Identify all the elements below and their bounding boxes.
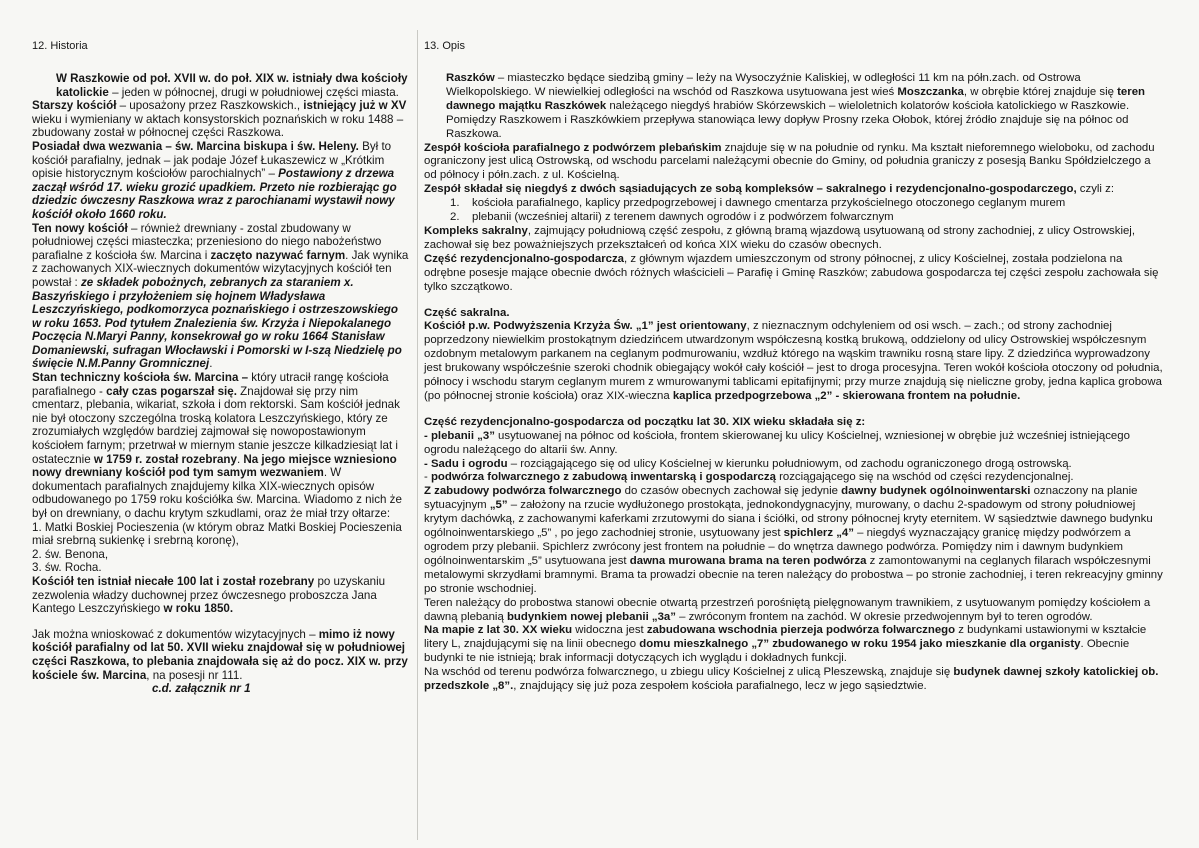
text-run: budynek dawnej szkoły katolickiej ob. przedszkole „8”. (424, 666, 1159, 693)
text-run: z zamontowanymi na ceglanych filarach współczesnymi metalowymi skrzydłami bramnymi. Brama ta prowadzi obecnie na teren należący do probostwa – po stronie zachodniej, i teren rekreacyjny gminny po stronie wschodniej. (424, 554, 1163, 595)
text-run: – uposażony przez Raszkowskich., (116, 99, 304, 113)
text-run: widoczna jest (572, 624, 647, 637)
text-run: podwórza folwarcznego z zabudową inwentarską i gospodarczą (430, 471, 776, 484)
text-run: usytuowanej na północ od kościoła, frontem skierowanej ku ulicy Kościelnej, wzniesionej w obrębie już wcześniej istniejącego ogrodu należącego do altarii św. Anny. (424, 429, 1130, 456)
text-run: kościoła parafialnego, kaplicy przedpogrzebowej i dawnego cmentarza przykościelnego otoczonego ceglanym murem (472, 197, 1066, 210)
text-run: rozciągającego się na wschód od części rezydencjonalnej. (775, 471, 1074, 484)
text-run: który utracił rangę kościoła parafialnego - (32, 371, 389, 398)
text-run: Posiadał dwa wezwania – św. Marcina biskupa i św. Heleny. (32, 139, 359, 153)
text-run: 1. Matki Boskiej Pocieszenia (w którym obraz Matki Boskiej Pocieszenia miał srebrną sukienkę i srebrną koronę), (32, 520, 402, 548)
text-run: 3. św. Rocha. (32, 561, 102, 575)
paragraph (424, 430, 1164, 458)
paragraph (32, 628, 410, 682)
text-run: mimo iż nowy kościół parafialny od lat 50. XVII wieku znajdował się w południowej części Raszkowa, to plebania znajdowała się aż do pocz. XIX w. przy kościele św. Marcina (32, 627, 408, 682)
text-run: Z zabudowy podwórza folwarcznego (424, 485, 622, 498)
text-run: w 1759 r. został rozebrany (93, 452, 237, 466)
paragraph-gap (424, 404, 1164, 416)
text-run: Raszków (446, 72, 495, 84)
paragraph (32, 72, 410, 99)
text-run: – również drewniany - zostal zbudowany w południowej części miasteczka; przeniesiono do niego nabożeństwo parafialne z kościoła św. Marcina i (32, 221, 382, 262)
text-run: . W dokumentach parafialnych znajdujemy kilka XIX-wiecznych opisów odbudowanego po 1759 roku kościółka św. Marcina. Wiadomo z nich że był on drewniany, o dachu krytym szkudlami, oraz że miał trzy ołtarze: (32, 466, 402, 520)
text-run: do czasów obecnych zachował się jedynie (621, 485, 842, 498)
text-run: dawna murowana brama na teren podwórza (629, 554, 867, 567)
text-run: , zajmujący południową część zespołu, z główną bramą wjazdową usytuowaną od strony zachodniej, z ulicy Ostrowskiej, zachował się bez poważniejszych przekształceń od końca XIX wieku do czasów obecnych. (424, 224, 1136, 251)
paragraph (32, 521, 410, 548)
text-run: Kościół p.w. Podwyższenia Krzyża Św. „1” jest orientowany (424, 320, 747, 333)
text-run: Na jego miejsce wzniesiono nowy drewniany kościół pod tym samym wezwaniem (32, 452, 397, 480)
text-run: domu mieszkalnego „7” zbudowanego w roku 1954 jako mieszkanie dla organisty (639, 638, 1081, 651)
text-run: „5” (489, 499, 508, 512)
text-run: – jeden w północnej, drugi w południowej części miasta. (108, 85, 399, 99)
text-run: w roku 1850. (163, 602, 234, 616)
paragraph (424, 183, 1164, 197)
text-run: plebanii (wcześniej altarii) z terenem dawnych ogrodów i z podwórzem folwarcznym (472, 211, 894, 224)
paragraph-gap (424, 295, 1164, 307)
text-run: Kościół ten istniał niecałe 100 lat i został rozebrany (32, 574, 315, 588)
text-run: czyli z: (1076, 183, 1114, 196)
text-run: dawny budynek ogólnoinwentarski (841, 485, 1031, 498)
paragraph (32, 575, 410, 616)
paragraph (424, 458, 1164, 472)
text-run: . Obecnie budynki te nie istnieją; brak informacji dotyczących ich wyglądu i dokładnych funkcji. (424, 638, 1130, 665)
paragraph (424, 416, 1164, 430)
text-run: Postawiony z drzewa zaczął wśród 17. wieku grozić upadkiem. Przeto nie rozbierając go dziedzic ówczesny Raszkowa wraz z parochianami wystawił nowy kościół około 1660 roku. (32, 167, 397, 221)
paragraph (424, 624, 1164, 666)
history-column (32, 40, 410, 696)
text-run: Na wschód od terenu podwórza folwarcznego, u zbiegu ulicy Kościelnej z ulicą Pleszewską, znajduje się (424, 666, 954, 679)
paragraph (32, 222, 410, 372)
text-run: Ten nowy kościół (32, 221, 128, 235)
description-column (424, 40, 1164, 694)
text-run: istniejący już w XV (303, 99, 407, 113)
paragraph (424, 666, 1164, 694)
text-run: ze składek pobożnych, zebranych za staraniem x. Baszyńskiego i przyłożeniem się hojnem Władysława Leszczyńskiego, podkomorzyca poznańskiego i ostrzeszowskiego w roku 1653. Pod tytułem Znalezienia św. Krzyża i Niepokalanego Poczęcia N.Maryi Panny, konsekrował go w roku 1664 Stanisław Domaniewski, sufragan Włocławski i Pomorski w I-szą Niedzielę po święcie N.M.Panny Gromnicznej (32, 275, 402, 371)
text-run: z budynkami ustawionymi w kształcie litery L, znajdującymi się na linii obecnego (424, 624, 1147, 651)
list-number: 1. (450, 197, 460, 210)
text-run: Część sakralna. (424, 306, 510, 319)
text-run: Zespół składał się niegdyś z dwóch sąsiadujących ze sobą kompleksów – sakralnego i rezydencjonalno-gospodarczego, (424, 183, 1077, 196)
text-run: Część rezydencjonalno-gospodarcza (424, 252, 625, 265)
paragraph (424, 485, 1164, 596)
paragraph (32, 682, 410, 696)
text-run: , z nieznacznym odchyleniem od osi wsch. – zach.; od strony zachodniej poprzedzony niewielkim prostokątnym dziedzińcem utwardzonym współczesną kostką brukową, oddzielony od ulicy Ostrowskiej współczesnym ozdobnym metalowym parkanem na ceglanym podmurowaniu, wzdłuż którego na wąskim trawniku rosną stare lipy. Z dziedzińca wyprowadzony jest brukowany współcześnie szeroki chodnik obiegający wokół cały kościół – jest to droga procesyjna. Teren wokół kościoła otoczony od południa, północy i wschodu starym ceglanym murem z wmurowanymi tablicami epitafijnymi; przy murze znajdują się nieliczne groby, jedna kaplica grobowa (po północnej stronie kościoła) oraz XIX-wieczna (424, 320, 1163, 402)
text-run: Moszczanka (897, 85, 964, 98)
text-run: wieku i wymieniany w aktach konsystorskich poznańskich w roku 1488 – zbudowany został w północnej części Raszkowa. (32, 112, 404, 140)
paragraph-gap (32, 616, 410, 628)
history-heading: 12. Historia (32, 40, 88, 52)
paragraph (424, 211, 1164, 225)
text-run: należącego niegdyś hrabiów Skórzewskich – wieloletnich kolatorów kościoła katolickiego w Raszkowie. Pomiędzy Raszkowem i Raszkówkiem przepływa stanowiąca lewy dopływ Prosny rzeka Ołobok, której źródło znajduje się na północ od Raszkowa. (446, 99, 1130, 140)
paragraph (32, 548, 410, 562)
text-run: oznaczony na planie sytuacyjnym (424, 485, 1138, 512)
text-run: – miasteczko będące siedzibą gminy – leży na Wysoczyźnie Kaliskiej, w odległości 11 km na półn.zach. od Ostrowa Wielkopolskiego. W niewielkiej odległości na wschód od Raszkowa usytuowana jest wieś (446, 72, 1081, 98)
paragraph (424, 307, 1164, 321)
description-text (424, 72, 1164, 694)
text-run: Znajdował się przy nim cmentarz, plebania, wikariat, szkoła i dom rektorski. Sam kościół jednak nie był otoczony szczególna troską kolatora Leszczyńskiego, który ze zrozumiałych względów bardziej zajmował się nowopostawionym kościołem farnym; przetrwał w miernym stanie jeszcze kilkadziesiąt lat i ostatecznie (32, 384, 400, 466)
text-run: Teren należący do probostwa stanowi obecnie otwartą przestrzeń porośniętą pielęgnowanym trawnikiem, z usytuowanym pomiędzy kościołem a dawną plebanią (424, 596, 1151, 623)
paragraph (32, 561, 410, 575)
text-run: kaplica przedpogrzebowa „2” - skierowana frontem na południe. (672, 389, 1021, 402)
text-run: znajduje się w na południe od rynku. Ma kształt nieforemnego wieloboku, od zachodu ograniczony jest ulicą Ostrowską, od wschodu parcelami należącymi obecnie do Gminy, od południa graniczy z posesją Banku Spółdzielczego a od północy i półn.zach. z ul. Kościelną. (424, 141, 1155, 182)
text-run: – założony na rzucie wydłużonego prostokąta, jednokondygnacyjny, murowany, o dachu 2-spadowym od strony południowej krytym dachówką, z zachowanymi kaferkami zrzutowymi do siana i ściółki, od strony północnej kryty eternitem. W sąsiedztwie dawnego budynku ogólnoinwentarskiego „5” , po jego zachodniej stronie, usytuowany jest (424, 499, 1153, 540)
text-run: . (236, 452, 244, 466)
text-run: po uzyskaniu zezwolenia władzy duchownej przez ówczesnego proboszcza Jana Kantego Leszczyńskiego (32, 574, 386, 616)
text-run: - (424, 471, 431, 484)
list-number: 2. (450, 211, 460, 224)
paragraph (424, 471, 1164, 485)
paragraph (32, 140, 410, 222)
text-run: . (209, 357, 213, 371)
paragraph (424, 142, 1164, 184)
text-run: Stan techniczny kościoła św. Marcina – (32, 371, 249, 385)
history-text (32, 72, 410, 696)
text-run: budynkiem nowej plebanii „3a” (506, 610, 676, 623)
paragraph (424, 320, 1164, 403)
text-run: - plebanii „3” (424, 429, 495, 442)
text-run: zaczęto nazywać farnym (210, 248, 346, 262)
text-run: , z głównym wjazdem umieszczonym od strony północnej, z ulicy Kościelnej, została podzielona na odrębne posesje mające obecnie dwóch różnych właścicieli – Parafię i Gminę Raszków; zabudowa gospodarcza tej części zespołu zachowała się tylko szczątkowo. (424, 252, 1159, 293)
text-run: , w obrębie której znajduje się (963, 85, 1118, 98)
paragraph (424, 72, 1164, 142)
text-run: teren dawnego majątku Raszkówek (446, 85, 1145, 112)
paragraph (424, 225, 1164, 253)
text-run: cały czas pogarszał się. (106, 384, 237, 398)
text-run: Zespół kościoła parafialnego z podwórzem plebańskim (424, 141, 722, 154)
paragraph (424, 197, 1164, 211)
paragraph (32, 371, 410, 521)
paragraph (424, 253, 1164, 295)
paragraph (32, 99, 410, 140)
text-run: - Sadu i ogrodu (424, 457, 508, 470)
text-run: W Raszkowie od poł. XVII w. do poł. XIX w. istniały dwa kościoły katolickie (56, 72, 408, 99)
text-run: Jak można wnioskować z dokumentów wizytacyjnych – (32, 627, 319, 641)
text-run: Część rezydencjonalno-gospodarcza od początku lat 30. XIX wieku składała się z: (424, 415, 866, 428)
column-divider (417, 30, 418, 840)
text-run: 2. św. Benona, (32, 547, 109, 561)
paragraph (424, 597, 1164, 625)
text-run: . Jak wynika z zachowanych XIX-wiecznych dokumentów wizytacyjnych kościół ten powstał : (32, 248, 409, 289)
text-run: – niegdyś wyznaczający granicę między podwórzem a ogrodem przy plebanii. Spichlerz zwrócony jest frontem na południe – do wnętrza dawnego podwórza. Pomiędzy nim i dawnym budynkiem ogólnoinwentarskim „5” usytuowana jest (424, 527, 1131, 567)
text-run: c.d. załącznik nr 1 (152, 682, 251, 696)
text-run: , znajdujący się już poza zespołem kościoła parafialnego, lecz w jego sąsiedztwie. (513, 680, 927, 693)
description-heading: 13. Opis (424, 40, 465, 52)
text-run: zabudowana wschodnia pierzeja podwórza folwarcznego (646, 624, 956, 637)
text-run: , na posesji nr 111. (146, 668, 243, 682)
text-run: Był to kościół parafialny, jednak – jak podaje Józef Łukaszewicz w „Krótkim opisie historycznym kościołów parochialnych” – (32, 139, 392, 181)
text-run: – zwróconym frontem na zachód. W okresie przedwojennym był to teren ogrodów. (675, 610, 1093, 623)
text-run: Starszy kościół (32, 99, 117, 113)
text-run: – rozciągającego się od ulicy Kościelnej w kierunku południowym, od zachodu ograniczonego drogą ostrowską. (507, 457, 1072, 470)
text-run: spichlerz „4” (783, 527, 854, 540)
text-run: Na mapie z lat 30. XX wieku (424, 624, 573, 637)
text-run: Kompleks sakralny (424, 224, 528, 237)
